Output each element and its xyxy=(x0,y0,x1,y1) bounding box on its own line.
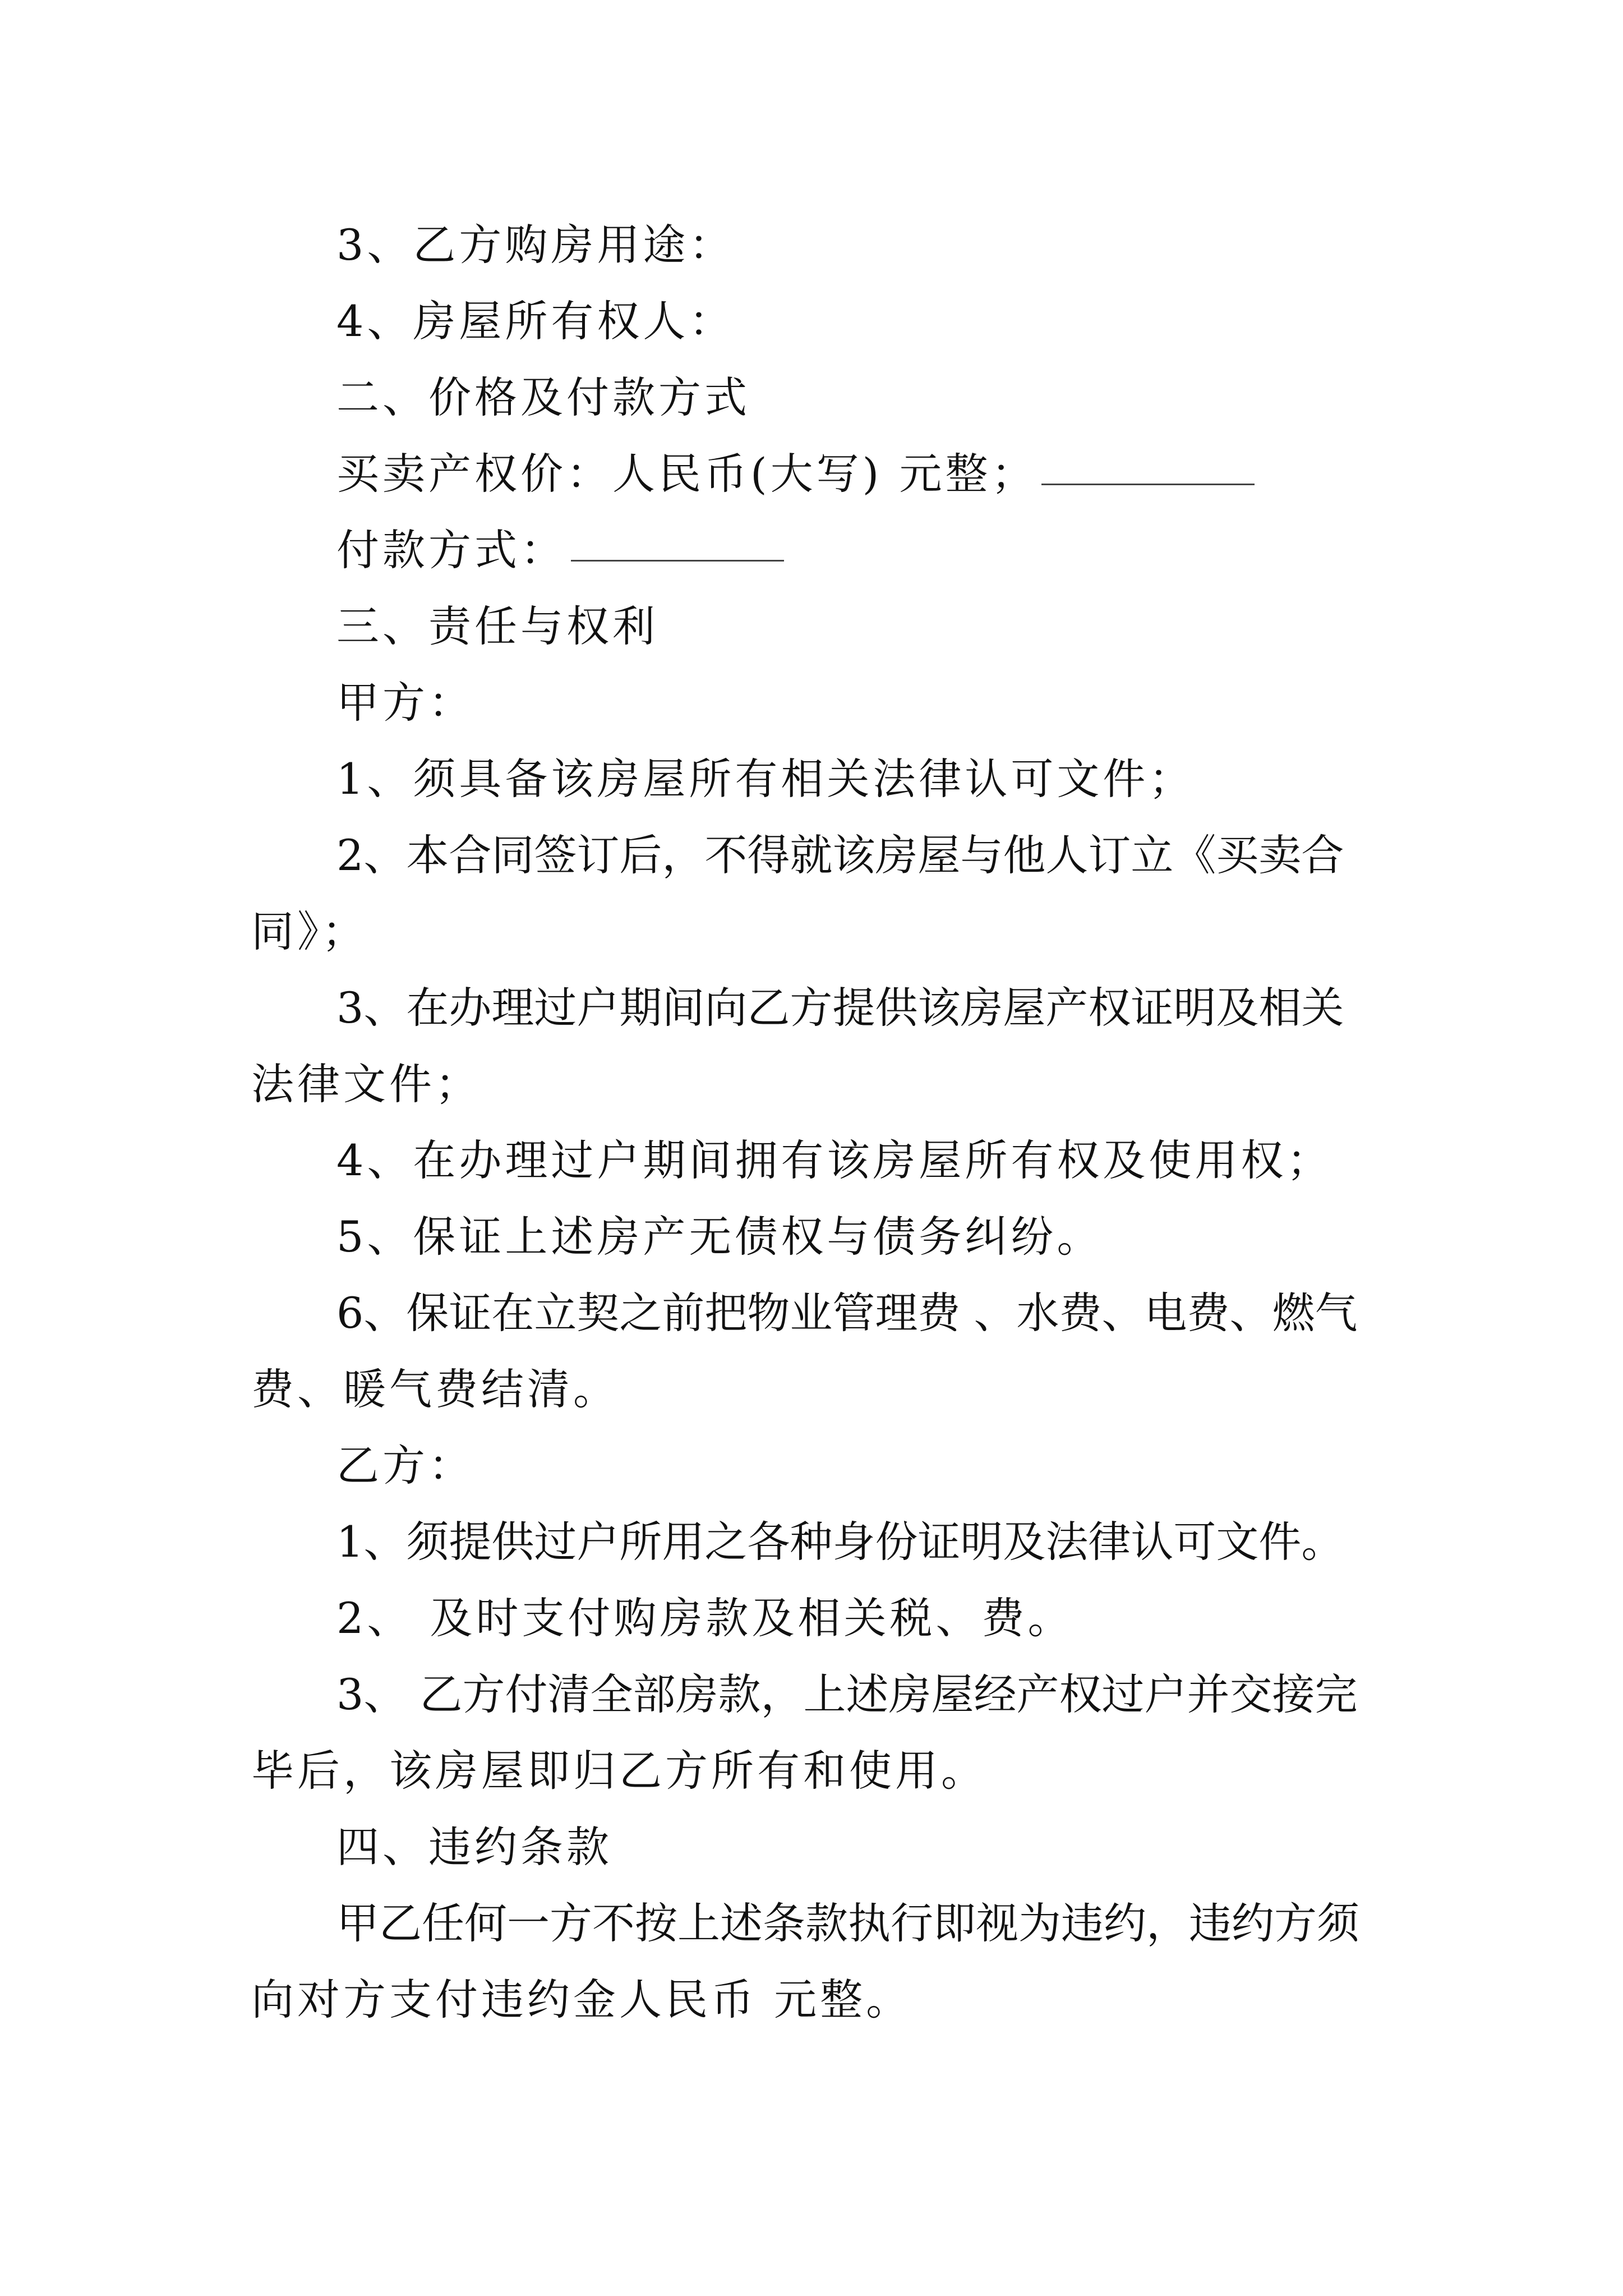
section-heading: 三、责任与权利 xyxy=(336,601,658,651)
text-line: 付款方式： xyxy=(336,512,1385,588)
text-line: 同》； xyxy=(251,907,368,956)
text-line: 6、保证在立契之前把物业管理费 、水费、电费、燃气 xyxy=(336,1288,1358,1338)
party-label: 乙方： xyxy=(336,1441,474,1490)
text-line: 3、在办理过户期间向乙方提供该房屋产权证明及相关 xyxy=(336,983,1344,1033)
fill-in-blank xyxy=(571,558,784,562)
text-line: 2、本合同签订后，不得就该房屋与他人订立《买卖合 xyxy=(336,830,1344,880)
section-heading: 四、违约条款 xyxy=(336,1822,612,1872)
text-line: 1、须具备该房屋所有相关法律认可文件； xyxy=(336,754,1195,804)
text-line: 法律文件； xyxy=(251,1059,481,1109)
text-line: 5、保证上述房产无债权与债务纠纷。 xyxy=(336,1212,1103,1262)
text-line: 1、须提供过户所用之各种身份证明及法律认可文件。 xyxy=(336,1517,1344,1567)
text-line: 4、房屋所有权人： xyxy=(336,296,735,346)
text-line: 2、 及时支付购房款及相关税、费。 xyxy=(336,1593,1074,1643)
section-heading: 二、价格及付款方式 xyxy=(336,372,750,422)
fill-in-blank xyxy=(1041,481,1255,485)
text-line: 向对方支付违约金人民币 元整。 xyxy=(251,1975,912,2024)
text-line: 4、在办理过户期间拥有该房屋所有权及使用权； xyxy=(336,1135,1333,1185)
party-label: 甲方： xyxy=(336,678,474,728)
text-line: 买卖产权价：人民币(大写) 元整； xyxy=(336,436,1385,512)
text-line: 费、暖气费结清。 xyxy=(251,1364,619,1414)
text-line: 甲乙任何一方不按上述条款执行即视为违约，违约方须 xyxy=(336,1898,1359,1948)
text-line: 3、乙方购房用途： xyxy=(336,220,735,270)
text-line: 3、 乙方付清全部房款，上述房屋经产权过户并交接完 xyxy=(336,1669,1358,1719)
text-line: 毕后，该房屋即归乙方所有和使用。 xyxy=(251,1746,987,1796)
